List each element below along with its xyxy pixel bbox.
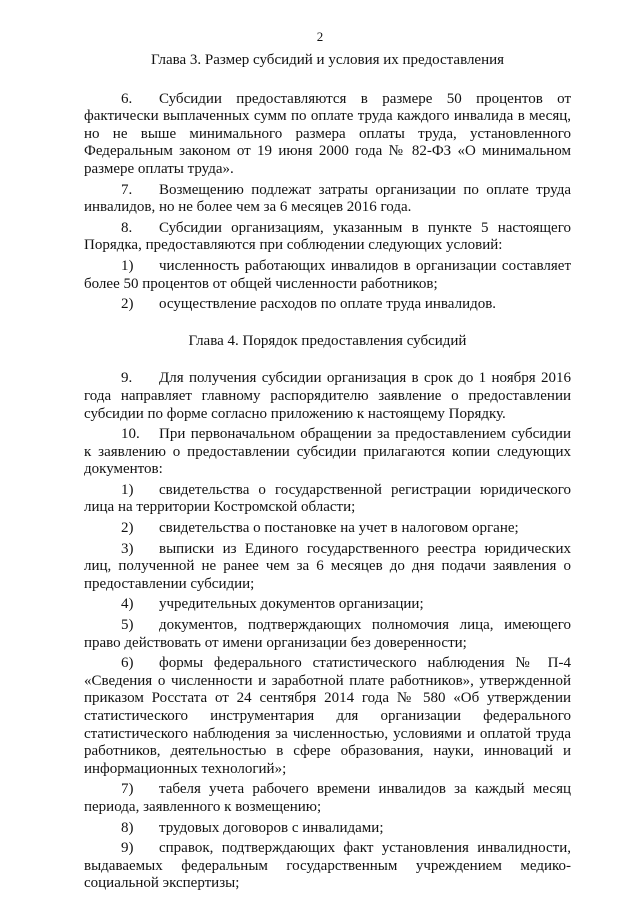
- clause-10-item-9: [84, 840, 571, 893]
- clause-number: 10.: [121, 426, 140, 443]
- clause-number: 9.: [121, 370, 133, 387]
- item-number: 8): [121, 819, 134, 836]
- clause-10-item-7: [84, 781, 571, 816]
- clause-10-item-3: [84, 541, 571, 594]
- item-text: численность работающих инвалидов в организации составляет более 50 процентов от общей численности работников;: [84, 257, 571, 292]
- chapter-3-title: Глава 3. Размер субсидий и условия их предоставления: [150, 52, 505, 68]
- chapter-4-section: [84, 370, 571, 893]
- item-text: свидетельства о государственной регистрации юридического лица на территории Костромской области;: [84, 481, 571, 516]
- clause-8: [84, 220, 571, 255]
- document-body: [84, 52, 571, 893]
- item-number: 7): [121, 781, 134, 798]
- clause-8-item-2: [84, 296, 571, 314]
- clause-text: Для получения субсидии организация в срок до 1 ноября 2016 года направляет главному распорядителю заявление о предоставлении субсидии по форме согласно приложению к настоящему Порядку.: [84, 370, 571, 422]
- clause-text: Субсидии предоставляются в размере 50 процентов от фактически выплаченных сумм по оплате труда каждого инвалида в месяц, но не выше минимального размера оплаты труда, установленного Федеральным законом от 19 июня 2000 года № 82-ФЗ «О минимальном размере оплаты труда».: [84, 90, 571, 177]
- item-number: 1): [121, 481, 134, 498]
- clause-number: 6.: [121, 90, 133, 107]
- item-number: 2): [121, 296, 134, 313]
- item-text: свидетельства о постановке на учет в налоговом органе;: [159, 520, 519, 537]
- clause-10-item-1: [84, 482, 571, 517]
- chapter-4-title: Глава 4. Порядок предоставления субсидий: [188, 332, 467, 349]
- item-number: 5): [121, 617, 134, 634]
- clause-text: Возмещению подлежат затраты организации по оплате труда инвалидов, но не более чем за 6 месяцев 2016 года.: [84, 181, 571, 216]
- item-number: 4): [121, 596, 134, 613]
- clause-8-item-1: [84, 258, 571, 293]
- item-number: 1): [121, 257, 134, 274]
- clause-9: [84, 370, 571, 423]
- clause-10-item-8: [84, 820, 571, 838]
- clause-number: 7.: [121, 181, 133, 198]
- clause-10-item-5: [84, 617, 571, 652]
- page-number: 2: [316, 29, 324, 44]
- clause-text: Субсидии организациям, указанным в пункте 5 настоящего Порядка, предоставляются при соблюдении следующих условий:: [84, 219, 571, 254]
- item-text: учредительных документов организации;: [159, 596, 424, 613]
- clause-6: [84, 91, 571, 179]
- clause-10: [84, 426, 571, 479]
- item-text: осуществление расходов по оплате труда инвалидов.: [159, 296, 497, 313]
- item-text: формы федерального статистического наблюдения № П-4 «Сведения о численности и заработной плате работников», утвержденной приказом Росстата от 24 сентября 2014 года № 580 «Об утверждении статистического инструментария для организации федерального статистического наблюдения за численностью, условиями и оплатой труда работников, деятельностью в сфере образования, науки, инноваций и информационных технологий»;: [84, 655, 571, 777]
- item-number: 2): [121, 520, 134, 537]
- item-text: табеля учета рабочего времени инвалидов за каждый месяц периода, заявленного к возмещению;: [84, 781, 571, 815]
- clause-10-item-6: [84, 655, 571, 778]
- item-number: 9): [121, 840, 134, 857]
- item-number: 6): [121, 655, 134, 672]
- item-number: 3): [121, 540, 134, 557]
- clause-10-item-2: [84, 520, 571, 538]
- item-text: документов, подтверждающих полномочия лица, имеющего право действовать от имени организации без доверенности;: [84, 617, 571, 651]
- chapter-3-section: [84, 91, 571, 314]
- item-text: трудовых договоров с инвалидами;: [159, 819, 384, 836]
- clause-7: [84, 182, 571, 217]
- item-text: выписки из Единого государственного реестра юридических лиц, полученной не ранее чем за 6 месяцев до дня подачи заявления о предоставлении субсидии;: [84, 540, 571, 592]
- clause-text: При первоначальном обращении за предоставлением субсидии к заявлению о предоставлении субсидии прилагаются копии следующих документов:: [84, 426, 571, 478]
- clause-number: 8.: [121, 219, 133, 236]
- item-text: справок, подтверждающих факт установления инвалидности, выдаваемых федеральным государственным учреждением медико-социальной экспертизы;: [84, 840, 571, 892]
- clause-10-item-4: [84, 596, 571, 614]
